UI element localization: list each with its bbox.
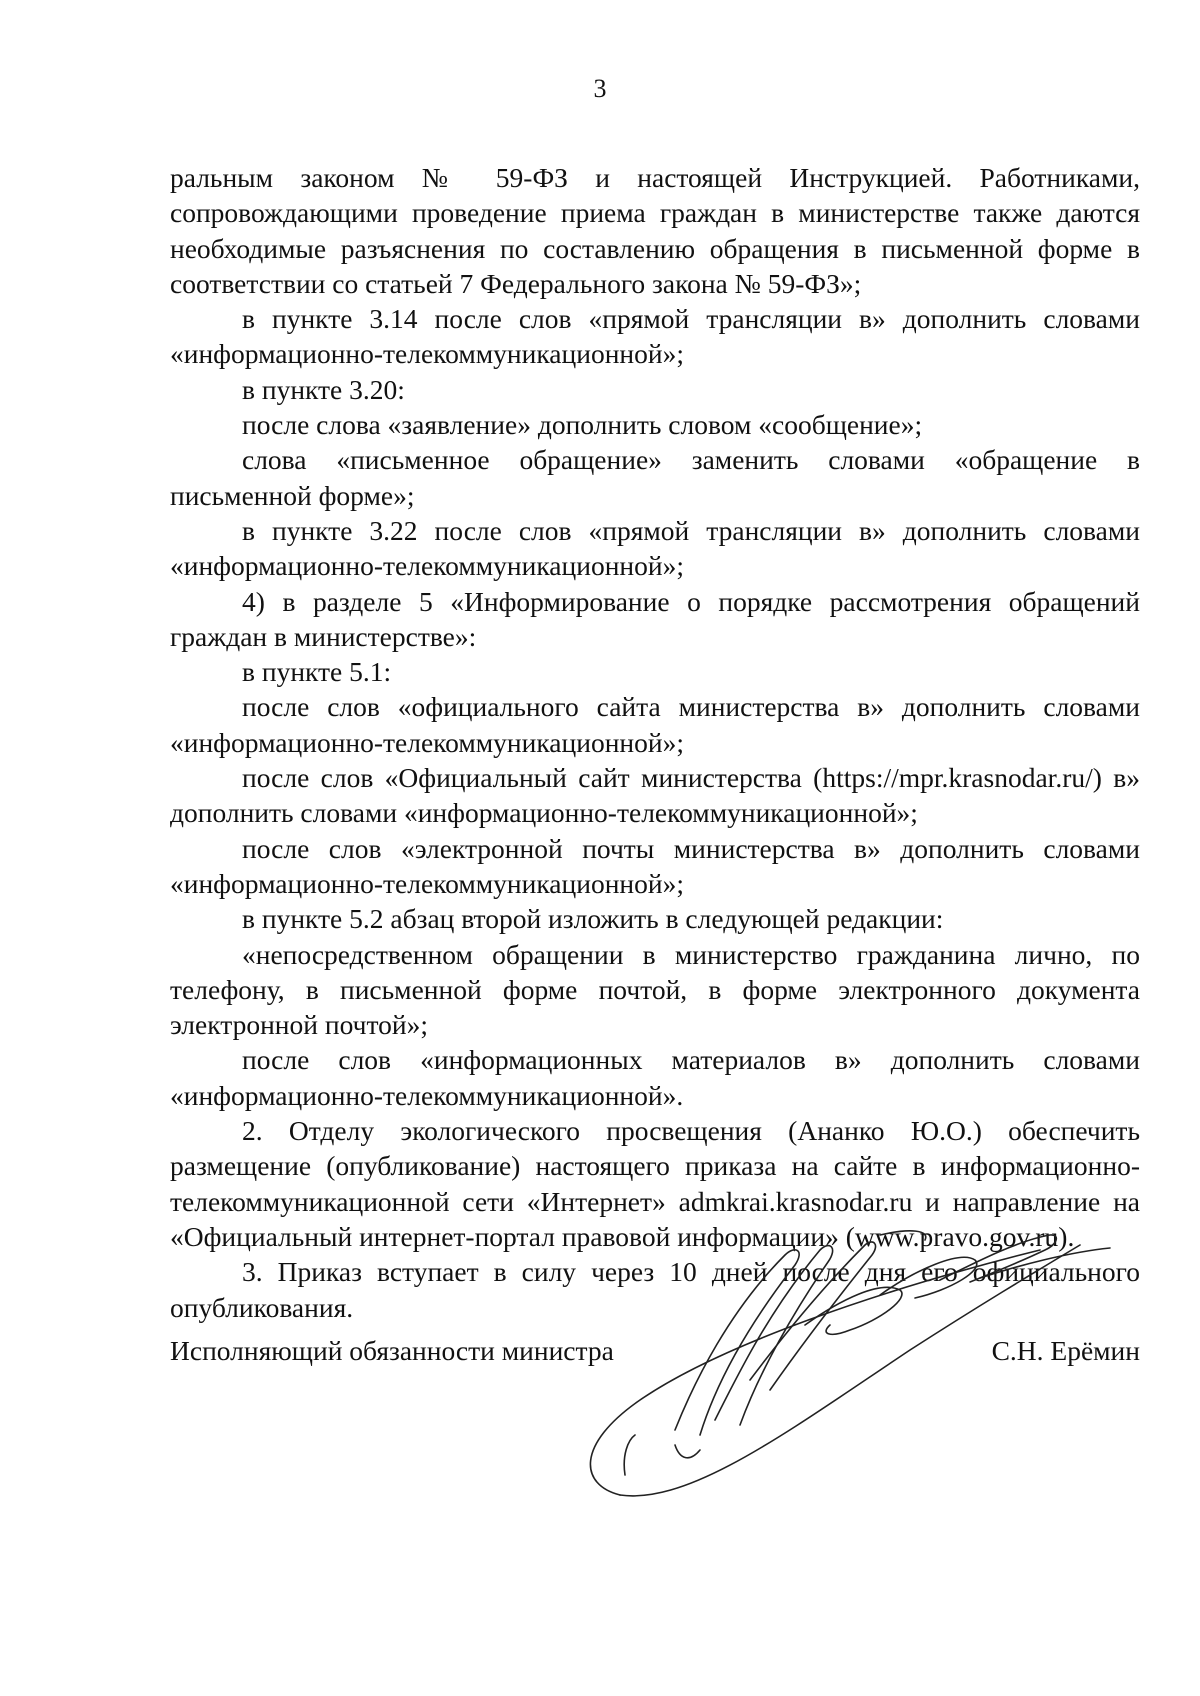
signer-name: С.Н. Ерёмин <box>991 1335 1140 1366</box>
paragraph: ральным законом № 59-ФЗ и настоящей Инструкцией. Работниками, сопровождающими проведение приема граждан в министерстве также даются необходимые разъяснения по составлению обращения в письменной форме в соответствии со статьей 7 Федерального закона № 59-ФЗ»; <box>170 162 1140 299</box>
paragraph: 4) в разделе 5 «Информирование о порядке рассмотрения обращений граждан в министерстве»: <box>170 585 1140 652</box>
paragraph: в пункте 3.22 после слов «прямой трансляции в» дополнить словами «информационно-телекоммуникационной»; <box>170 514 1140 582</box>
signer-title: Исполняющий обязанности министра <box>170 1335 614 1366</box>
paragraph: после слов «Официальный сайт министерства (https://mpr.krasnodar.ru/) в» дополнить словами «информационно-телекоммуникационной»; <box>170 762 1140 829</box>
paragraph: в пункте 3.14 после слов «прямой трансляции в» дополнить словами «информационно-телекоммуникационной»; <box>170 303 1140 370</box>
page-number: 3 <box>593 74 607 103</box>
paragraph: в пункте 5.1: <box>242 656 392 688</box>
paragraph: после слова «заявление» дополнить словом «сообщение»; <box>242 409 923 441</box>
paragraph: после слов «электронной почты министерства в» дополнить словами «информационно-телекоммуникационной»; <box>170 832 1140 899</box>
paragraph: 3. Приказ вступает в силу через 10 дней после дня его официального опубликования. <box>170 1256 1140 1323</box>
paragraph: после слов «информационных материалов в» дополнить словами «информационно-телекоммуникационной». <box>170 1044 1140 1111</box>
handwritten-signature <box>580 1230 1140 1530</box>
paragraph: в пункте 5.2 абзац второй изложить в следующей редакции: <box>242 903 944 935</box>
paragraph: 2. Отделу экологического просвещения (Ананко Ю.О.) обеспечить размещение (опубликование) настоящего приказа на сайте в информационно-телекоммуникационной сети «Интернет» admkrai.krasnodar.ru и направление на «Официальный интернет-портал правовой информации» (www.pravo.gov.ru). <box>170 1115 1140 1252</box>
document-body <box>170 160 1140 1325</box>
paragraph: «непосредственном обращении в министерство гражданина лично, по телефону, в письменной форме почтой, в форме электронного документа электронной почтой»; <box>170 938 1140 1041</box>
paragraph: слова «письменное обращение» заменить словами «обращение в письменной форме»; <box>170 444 1140 511</box>
paragraph: после слов «официального сайта министерства в» дополнить словами «информационно-телекоммуникационной»; <box>170 691 1140 758</box>
paragraph: в пункте 3.20: <box>242 373 405 405</box>
